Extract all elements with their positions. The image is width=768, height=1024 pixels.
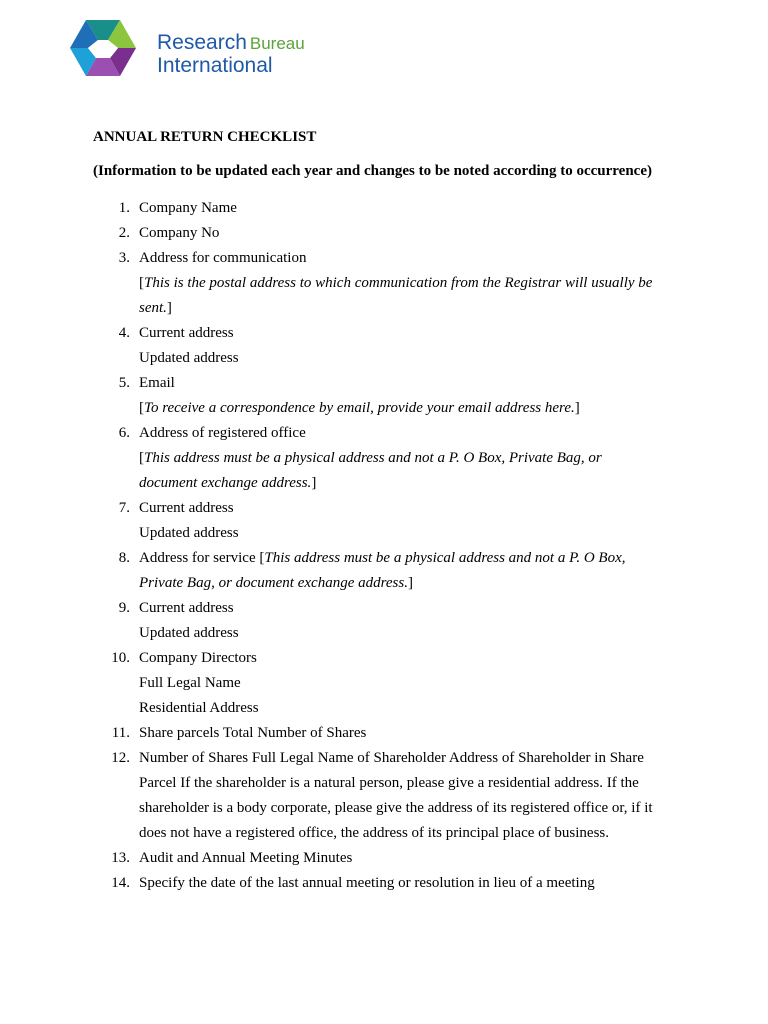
item-text: Current address [139, 325, 234, 341]
item-note-cont: Private Bag, or document exchange address.] [139, 575, 413, 591]
item-note-text: Private Bag, or document exchange address. [139, 575, 408, 591]
checklist-item-2 [0, 221, 768, 246]
item-text: Audit and Annual Meeting Minutes [139, 850, 353, 866]
checklist-item-7 [0, 496, 768, 546]
item-subline: Updated address [139, 350, 239, 366]
item-number: 2. [118, 225, 130, 241]
checklist-item-12 [0, 746, 768, 846]
checklist [0, 196, 768, 896]
checklist-item-6 [0, 421, 768, 496]
logo-research: Research [157, 31, 247, 54]
item-number: 1. [118, 200, 130, 216]
item-note-cont: sent.] [139, 300, 172, 316]
checklist-item-3 [0, 246, 768, 321]
item-number: 12. [111, 750, 130, 766]
item-note: [To receive a correspondence by email, provide your email address here.] [139, 400, 580, 416]
item-text-cont: Parcel If the shareholder is a natural person, please give a residential address. If the [139, 775, 639, 791]
logo-mark-icon [68, 18, 138, 80]
item-text: Number of Shares Full Legal Name of Shareholder Address of Shareholder in Share [139, 750, 644, 766]
item-subline: Residential Address [139, 700, 259, 716]
checklist-item-13 [0, 846, 768, 871]
item-text: Company Directors [139, 650, 257, 666]
item-number: 3. [118, 250, 130, 266]
item-subline: Updated address [139, 525, 239, 541]
item-text: Company Name [139, 200, 237, 216]
checklist-item-10 [0, 646, 768, 721]
logo-bureau: Bureau [249, 34, 305, 53]
item-text: Address for communication [139, 250, 307, 266]
item-text-with-note [139, 546, 679, 571]
item-text: Current address [139, 500, 234, 516]
item-note-text: sent. [139, 300, 167, 316]
item-text-cont: shareholder is a body corporate, please give the address of its registered office or, if it [139, 800, 653, 816]
item-number: 13. [111, 850, 130, 866]
item-number: 14. [111, 875, 130, 891]
page-title: ANNUAL RETURN CHECKLIST [93, 129, 317, 145]
item-number: 10. [111, 650, 130, 666]
item-note-text: To receive a correspondence by email, provide your email address here. [144, 400, 575, 416]
item-number: 6. [118, 425, 130, 441]
checklist-item-5 [0, 371, 768, 421]
item-text: Address for service [ [139, 550, 265, 566]
item-text: Company No [139, 225, 220, 241]
item-text: Specify the date of the last annual meeting or resolution in lieu of a meeting [139, 875, 595, 891]
company-logo [68, 18, 328, 80]
item-number: 8. [118, 550, 130, 566]
item-note-cont: document exchange address.] [139, 475, 317, 491]
checklist-item-11 [0, 721, 768, 746]
checklist-item-14 [0, 871, 768, 896]
item-number: 4. [118, 325, 130, 341]
item-note-text: This address must be a physical address and not a P. O Box, Private Bag, or [144, 450, 602, 466]
item-note: [This address must be a physical address and not a P. O Box, Private Bag, or [139, 450, 602, 466]
item-note-text: This is the postal address to which communication from the Registrar will usually be [144, 275, 653, 291]
item-text: Share parcels Total Number of Shares [139, 725, 367, 741]
item-number: 7. [118, 500, 130, 516]
item-text-cont: does not have a registered office, the address of its principal place of business. [139, 825, 609, 841]
item-note: [This is the postal address to which communication from the Registrar will usually be [139, 275, 653, 291]
item-text: Email [139, 375, 175, 391]
item-subline: Updated address [139, 625, 239, 641]
item-text: Address of registered office [139, 425, 306, 441]
item-text: Current address [139, 600, 234, 616]
checklist-item-9 [0, 596, 768, 646]
logo-wordmark [157, 32, 305, 76]
item-note-text: document exchange address. [139, 475, 312, 491]
checklist-item-1 [0, 196, 768, 221]
checklist-item-8 [0, 546, 768, 596]
item-number: 9. [118, 600, 130, 616]
item-subline: Full Legal Name [139, 675, 241, 691]
logo-international: International [157, 54, 273, 77]
item-note-text: This address must be a physical address and not a P. O Box, [264, 550, 626, 566]
checklist-item-4 [0, 321, 768, 371]
item-number: 5. [118, 375, 130, 391]
item-number: 11. [111, 725, 130, 741]
page-subtitle: (Information to be updated each year and changes to be noted according to occurrence) [93, 163, 652, 179]
